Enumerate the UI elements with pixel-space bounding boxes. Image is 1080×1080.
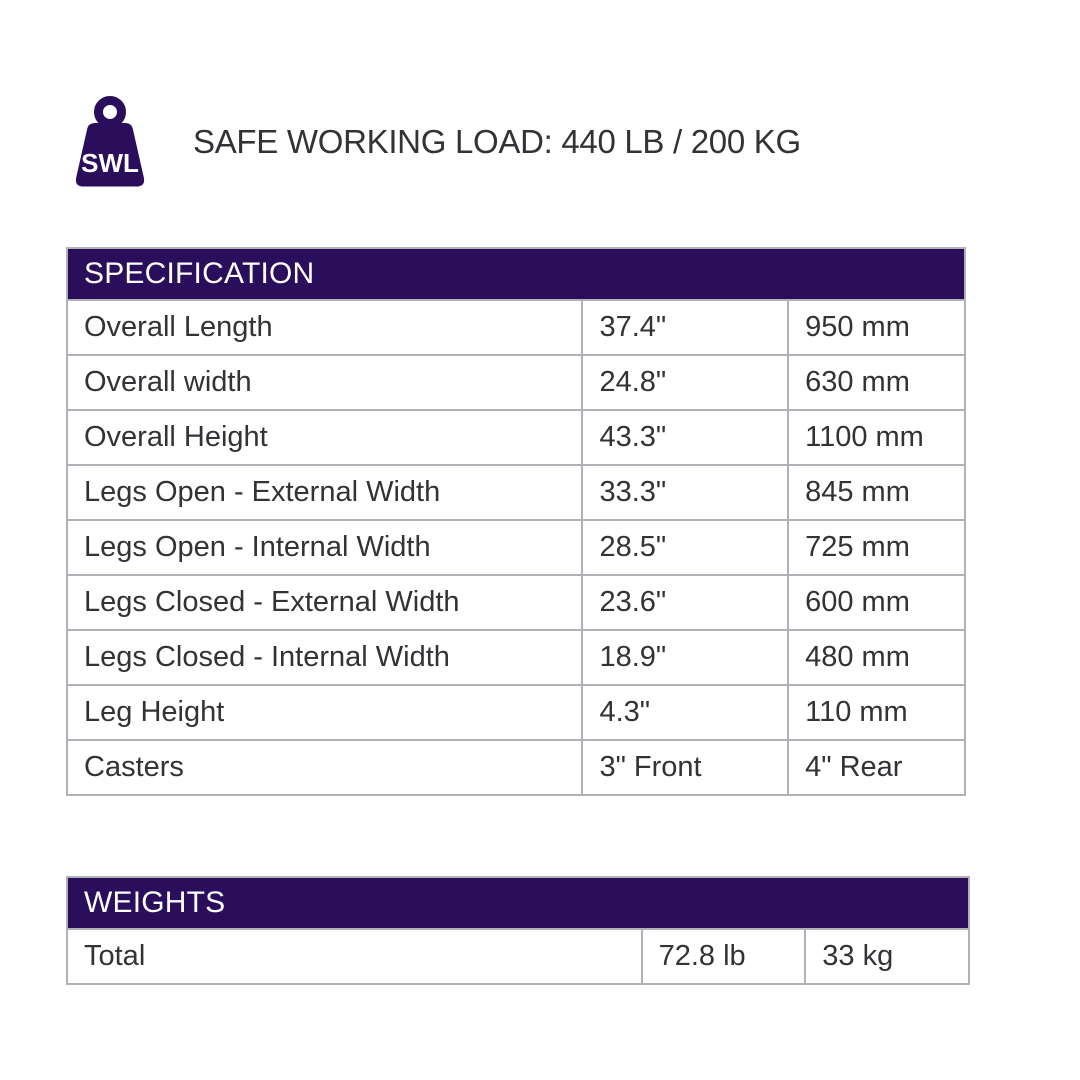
weights-table: [66, 876, 970, 985]
spec-label: Legs Open - Internal Width: [67, 520, 582, 575]
table-row: [67, 630, 965, 685]
spec-label: Overall Height: [67, 410, 582, 465]
spec-metric-value: 480 mm: [788, 630, 965, 685]
spec-metric-value: 600 mm: [788, 575, 965, 630]
table-row: [67, 410, 965, 465]
table-row: [67, 300, 965, 355]
spec-metric-value: 845 mm: [788, 465, 965, 520]
table-row: [67, 740, 965, 795]
spec-imperial-value: 18.9": [582, 630, 788, 685]
weight-metric-value: 33 kg: [805, 929, 969, 984]
spec-metric-value: 1100 mm: [788, 410, 965, 465]
swl-weight-icon: [66, 92, 154, 192]
spec-metric-value: 630 mm: [788, 355, 965, 410]
spec-label: Leg Height: [67, 685, 582, 740]
spec-imperial-value: 23.6": [582, 575, 788, 630]
swl-title: SAFE WORKING LOAD: 440 LB / 200 KG: [193, 123, 801, 160]
table-row: [67, 355, 965, 410]
spec-label: Legs Closed - Internal Width: [67, 630, 582, 685]
spec-metric-value: 950 mm: [788, 300, 965, 355]
specification-table: [66, 247, 966, 796]
table-row: [67, 465, 965, 520]
table-row: [67, 685, 965, 740]
table-row: [67, 929, 969, 984]
swl-header: [66, 92, 801, 192]
swl-icon-label: SWL: [81, 148, 139, 178]
spec-imperial-value: 28.5": [582, 520, 788, 575]
table-row: [67, 575, 965, 630]
spec-metric-value: 110 mm: [788, 685, 965, 740]
spec-imperial-value: 3" Front: [582, 740, 788, 795]
spec-metric-value: 4" Rear: [788, 740, 965, 795]
spec-label: Overall width: [67, 355, 582, 410]
spec-label: Casters: [67, 740, 582, 795]
spec-metric-value: 725 mm: [788, 520, 965, 575]
spec-imperial-value: 24.8": [582, 355, 788, 410]
spec-label: Legs Closed - External Width: [67, 575, 582, 630]
spec-imperial-value: 43.3": [582, 410, 788, 465]
spec-label: Overall Length: [67, 300, 582, 355]
table-row: [67, 520, 965, 575]
weights-header-row: [67, 877, 969, 929]
spec-imperial-value: 37.4": [582, 300, 788, 355]
weight-label: Total: [67, 929, 642, 984]
spec-imperial-value: 4.3": [582, 685, 788, 740]
spec-imperial-value: 33.3": [582, 465, 788, 520]
weight-imperial-value: 72.8 lb: [642, 929, 806, 984]
specification-table-title: SPECIFICATION: [67, 248, 965, 300]
spec-label: Legs Open - External Width: [67, 465, 582, 520]
weights-table-title: WEIGHTS: [67, 877, 969, 929]
specification-header-row: [67, 248, 965, 300]
